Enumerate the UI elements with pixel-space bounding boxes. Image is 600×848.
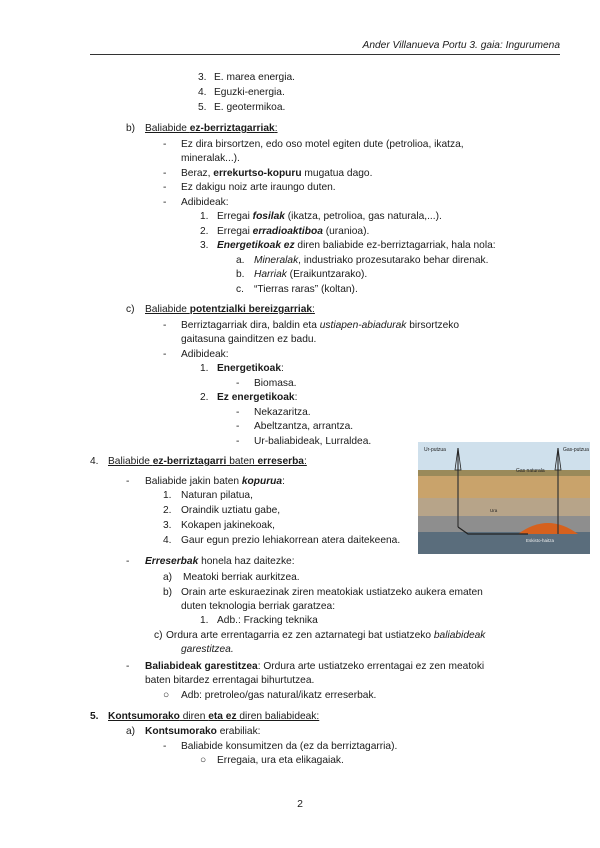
list-letter: a. (236, 255, 245, 266)
paragraph-line: mineralak...). (181, 153, 240, 164)
paragraph-line: Ez dakigu noiz arte iraungo duten. (181, 182, 336, 193)
paragraph-line: baten bitardez errentagai bihurtutzea. (145, 675, 315, 686)
list-letter: a) (126, 726, 136, 737)
list-item: garestitzea. (181, 644, 234, 655)
paragraph-line: Kontsumorako erabiliak: (145, 726, 261, 737)
paragraph-line: Baliabideak garestitzea: Ordura arte ustiatzeko errentagai ez zen meatoki (145, 661, 485, 672)
section-number: 4. (90, 456, 99, 467)
dash-bullet: - (126, 661, 130, 672)
paragraph-line: gaitasuna gainditzen ez badu. (181, 334, 317, 345)
dash-bullet: - (236, 407, 240, 418)
section-title: Baliabide potentzialki bereizgarriak: (145, 304, 315, 315)
fracking-diagram (418, 442, 590, 554)
list-item: Ordura arte errentagarria ez zen aztarnategi bat ustiatzeko baliabideak (166, 630, 486, 641)
dash-bullet: - (163, 349, 167, 360)
paragraph-line: Adibideak: (181, 197, 229, 208)
list-number: 1. (200, 615, 209, 626)
list-number: 4. (198, 87, 207, 98)
section-title: Kontsumorako diren eta ez diren baliabideak: (108, 711, 320, 722)
list-item: Erregai fosilak (ikatza, petrolioa, gas naturala,...). (217, 211, 442, 222)
list-number: 2. (163, 505, 172, 516)
list-item: Baliabide konsumitzen da (ez da berriztagarria). (181, 741, 398, 752)
dash-bullet: - (163, 139, 167, 150)
dash-bullet: - (163, 197, 167, 208)
circle-bullet: ○ (200, 755, 207, 766)
list-item: Erregaia, ura eta elikagaiak. (217, 755, 344, 766)
list-number: 2. (200, 392, 209, 403)
list-item: Mineralak, industriako prozesutarako behar direnak. (254, 255, 489, 266)
dash-bullet: - (163, 168, 167, 179)
list-item: Energetikoak ez diren baliabide ez-berriztagarriak, hala nola: (217, 240, 496, 251)
dash-bullet: - (236, 421, 240, 432)
list-number: 4. (163, 535, 172, 546)
paragraph-line: Beraz, errekurtso-kopuru mugatua dago. (181, 168, 373, 179)
section-number: 5. (90, 711, 99, 722)
list-number: 3. (163, 520, 172, 531)
paragraph-line: Erreserbak honela haz daitezke: (145, 556, 295, 567)
header-rule (90, 54, 560, 55)
list-item: Meatoki berriak aurkitzea. (183, 572, 300, 583)
list-item: Nekazaritza. (254, 407, 311, 418)
list-letter: a) (163, 572, 173, 583)
paragraph-line: Adibideak: (181, 349, 229, 360)
paragraph-line: Berriztagarriak dira, baldin eta ustiapen-abiadurak birsortzeko (181, 320, 460, 331)
list-number: 1. (163, 490, 172, 501)
list-letter: b) (163, 587, 173, 598)
list-number: 3. (198, 72, 207, 83)
list-item: Orain arte eskuraezinak ziren meatokiak ustiatzeko aukera ematen (181, 587, 483, 598)
list-number: 2. (200, 226, 209, 237)
list-item: Gaur egun prezio lehiakorrean atera daitekeena. (181, 535, 401, 546)
list-item: Kokapen jakinekoak, (181, 520, 276, 531)
section-title: Baliabide ez-berriztagarriak: (145, 123, 278, 134)
page-header: Ander Villanueva Portu 3. gaia: Ingurumena (362, 40, 560, 51)
list-item: Biomasa. (254, 378, 297, 389)
figure-label: Eskisto-haitza (526, 538, 555, 543)
dash-bullet: - (163, 182, 167, 193)
section-title: Baliabide ez-berriztagarri baten erreserba: (108, 456, 307, 467)
list-item: duten teknologia berriak garatzea: (181, 601, 336, 612)
circle-bullet: ○ (163, 690, 170, 701)
list-item: E. marea energia. (214, 72, 295, 83)
list-number: 5. (198, 102, 207, 113)
list-item: Abeltzantza, arrantza. (254, 421, 354, 432)
list-item: Adb: pretroleo/gas natural/ikatz erreserbak. (181, 690, 377, 701)
dash-bullet: - (163, 320, 167, 331)
figure-label: Gas-putzua (563, 447, 589, 453)
dash-bullet: - (126, 556, 130, 567)
dash-bullet: - (236, 436, 240, 447)
list-letter: c. (236, 284, 244, 295)
dash-bullet: - (126, 476, 130, 487)
dash-bullet: - (236, 378, 240, 389)
list-item: Erregai erradioaktiboa (uranioa). (217, 226, 370, 237)
list-item: Harriak (Eraikuntzarako). (254, 269, 368, 280)
figure-label: Ura (490, 508, 498, 513)
list-item: Ez energetikoak: (217, 392, 298, 403)
list-letter: c) (154, 630, 163, 641)
list-number: 1. (200, 211, 209, 222)
section-letter: c) (126, 304, 135, 315)
dash-bullet: - (163, 741, 167, 752)
list-number: 1. (200, 363, 209, 374)
list-item: Ur-baliabideak, Lurraldea. (254, 436, 372, 447)
list-item: Energetikoak: (217, 363, 284, 374)
figure-label: Gas naturala (516, 468, 545, 474)
list-item: Naturan pilatua, (181, 490, 253, 501)
list-letter: b. (236, 269, 245, 280)
list-item: E. geotermikoa. (214, 102, 286, 113)
figure-label: Ur-putzua (424, 447, 446, 453)
list-item: “Tierras raras” (koltan). (254, 284, 358, 295)
list-number: 3. (200, 240, 209, 251)
paragraph-line: Baliabide jakin baten kopurua: (145, 476, 285, 487)
section-letter: b) (126, 123, 136, 134)
page-number: 2 (297, 798, 303, 810)
list-item: Eguzki-energia. (214, 87, 285, 98)
paragraph-line: Ez dira birsortzen, edo oso motel egiten dute (petrolioa, ikatza, (181, 139, 464, 150)
list-item: Oraindik uztiatu gabe, (181, 505, 281, 516)
list-item: Adb.: Fracking teknika (217, 615, 318, 626)
